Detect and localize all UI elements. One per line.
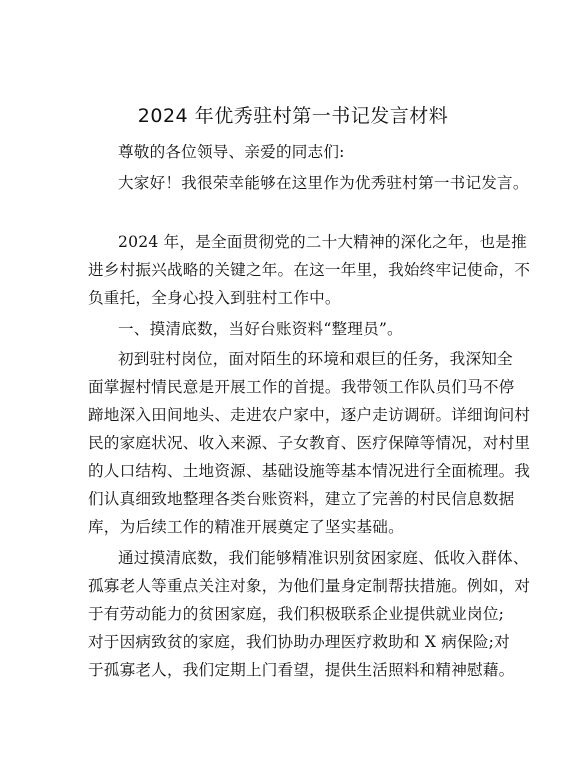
- paragraph-line: 负重托，全身心投入到驻村工作中。: [88, 289, 341, 307]
- paragraph-line: 于有劳动能力的贫困家庭，我们积极联系企业提供就业岗位;: [88, 605, 505, 623]
- paragraph-line: 通过摸清底数，我们能够精准识别贫困家庭、低收入群体、: [118, 549, 529, 567]
- paragraph-line: 民的家庭状况、收入来源、子女教育、医疗保障等情况，对村里: [88, 434, 531, 452]
- paragraph-line: 蹄地深入田间地头、走进农户家中，逐户走访调研。详细询问村: [88, 406, 531, 424]
- paragraph-line: 的人口结构、土地资源、基础设施等基本情况进行全面梳理。我: [88, 462, 531, 480]
- paragraph-line: 进乡村振兴战略的关键之年。在这一年里，我始终牢记使命，不: [88, 261, 531, 279]
- paragraph-line: 对于因病致贫的家庭，我们协助办理医疗救助和 X 病保险;对: [88, 633, 510, 651]
- section-heading: 一、摸清底数，当好台账资料“整理员”。: [118, 320, 403, 338]
- paragraph-line: 库，为后续工作的精准开展奠定了坚实基础。: [88, 518, 404, 536]
- paragraph-line: 孤寡老人等重点关注对象，为他们量身定制帮扶措施。例如，对: [88, 577, 531, 595]
- paragraph-line: 们认真细致地整理各类台账资料，建立了完善的村民信息数据: [88, 490, 515, 508]
- paragraph-line: 面掌握村情民意是开展工作的首提。我带领工作队员们马不停: [88, 378, 515, 396]
- paragraph-line: 2024 年，是全面贯彻党的二十大精神的深化之年，也是推: [118, 233, 527, 251]
- paragraph-line: 初到驻村岗位，面对陌生的环境和艰巨的任务，我深知全: [118, 350, 513, 368]
- salutation-line: 尊敬的各位领导、亲爱的同志们:: [118, 143, 345, 161]
- greeting-line: 大家好！我很荣幸能够在这里作为优秀驻村第一书记发言。: [118, 174, 529, 192]
- document-title: 2024 年优秀驻村第一书记发言材料: [137, 105, 449, 127]
- paragraph-line: 于孤寡老人，我们定期上门看望，提供生活照料和精神慰藉。: [88, 661, 515, 679]
